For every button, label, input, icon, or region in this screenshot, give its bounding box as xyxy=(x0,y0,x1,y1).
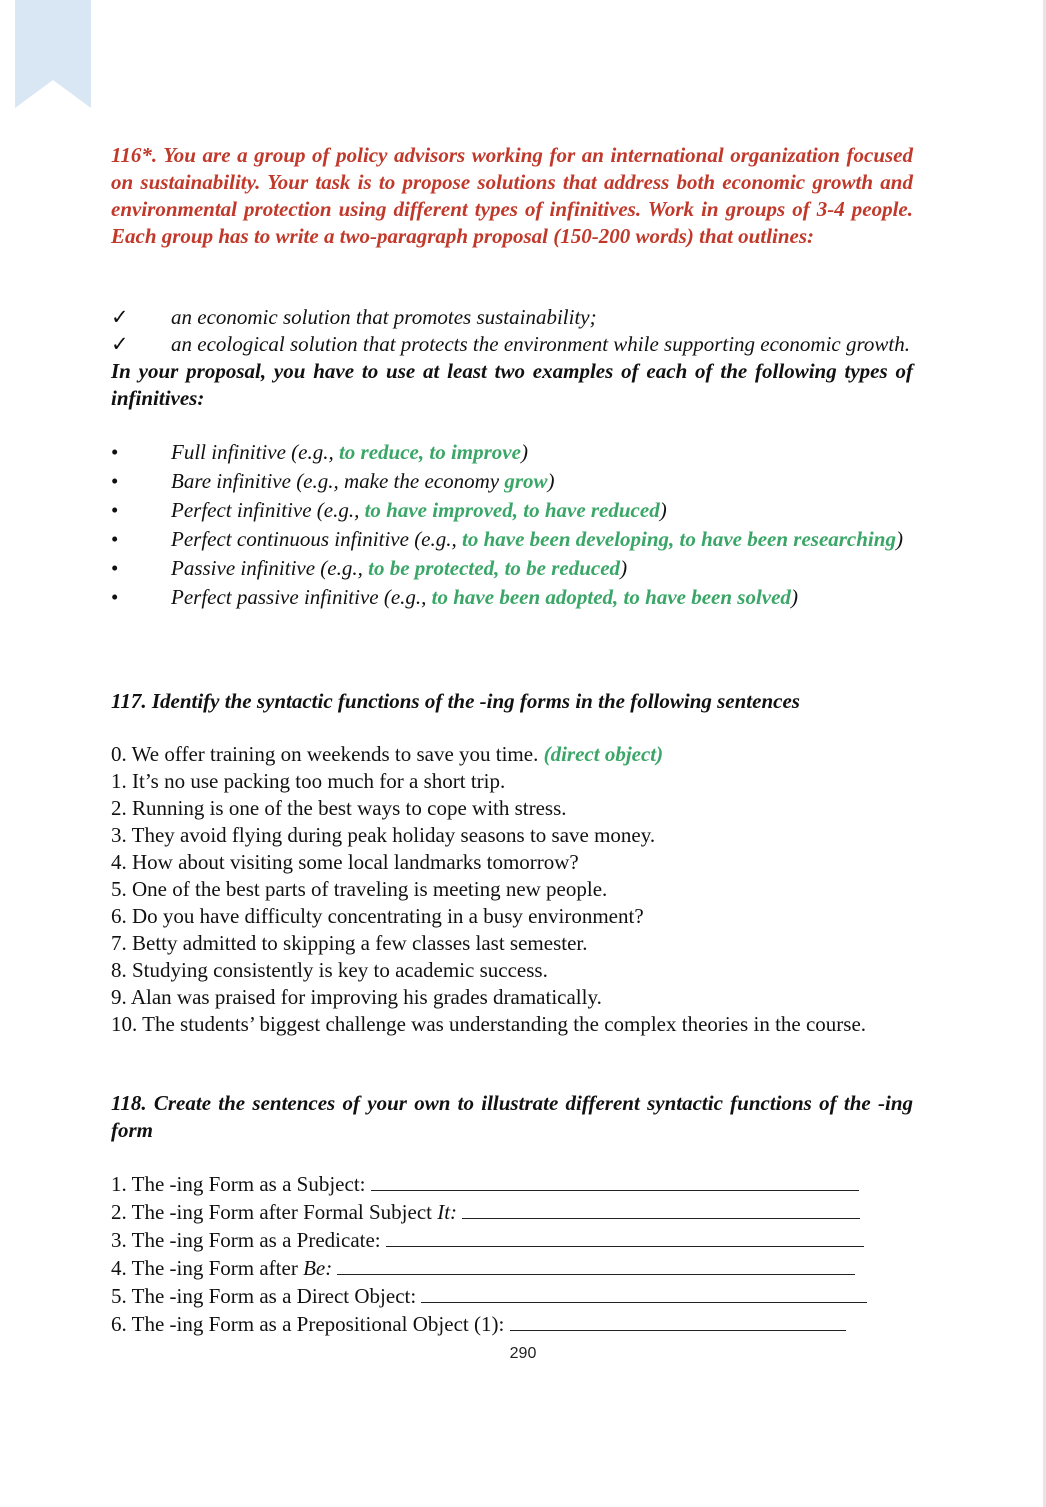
exercise-118-title: 118. Create the sentences of your own to illustrate different syntactic functions of the -ing form xyxy=(111,1091,913,1142)
infinitive-example: to be protected, to be reduced xyxy=(368,556,621,580)
exercise-117 xyxy=(111,688,913,715)
sentence-item: 9. Alan was praised for improving his grades dramatically. xyxy=(111,985,602,1009)
sentence-item: 2. Running is one of the best ways to cope with stress. xyxy=(111,796,567,820)
bullet-icon: • xyxy=(111,585,119,609)
infinitive-example: to have been adopted, to have been solved xyxy=(431,585,791,609)
check-item xyxy=(111,331,913,358)
exercise-116-instruction: In your proposal, you have to use at least two examples of each of the following types of infinitives: xyxy=(111,359,913,410)
exercise-116-checklist xyxy=(111,304,913,412)
sentence-item: 10. The students’ biggest challenge was understanding the complex theories in the course. xyxy=(111,1012,867,1036)
infinitive-item: • Perfect continuous infinitive (e.g., to have been developing, to have been researching) xyxy=(111,527,903,551)
prompt-item: 2. The -ing Form after Formal Subject It: xyxy=(111,1198,911,1226)
prompt-item: 4. The -ing Form after Be: xyxy=(111,1254,911,1282)
infinitive-example: grow xyxy=(504,469,548,493)
bullet-icon: • xyxy=(111,556,119,580)
page-number: 290 xyxy=(509,1345,537,1362)
prompt-item: 1. The -ing Form as a Subject: xyxy=(111,1170,911,1198)
checkmark-icon: ✓ xyxy=(111,332,129,356)
bookmark-ribbon xyxy=(15,0,91,108)
prompt-item: 3. The -ing Form as a Predicate: xyxy=(111,1226,911,1254)
infinitive-item: • Perfect infinitive (e.g., to have improved, to have reduced) xyxy=(111,498,667,522)
example-sentence: 0. We offer training on weekends to save you time. (direct object) xyxy=(111,742,664,766)
infinitive-item: • Perfect passive infinitive (e.g., to have been adopted, to have been solved) xyxy=(111,585,798,609)
answer-line[interactable] xyxy=(371,1170,859,1191)
sentence-item: 8. Studying consistently is key to academic success. xyxy=(111,958,548,982)
exercise-116-title: 116*. You are a group of policy advisors working for an international organization focused on sustainability. Your task is to propose solutions that address both economic growth and environmental protection using different types of infinitives. Work in groups of 3-4 people. Each group has to write a two-paragraph proposal (150-200 words) that outlines: xyxy=(111,143,913,248)
bullet-icon: • xyxy=(111,440,119,464)
infinitive-item: • Passive infinitive (e.g., to be protected, to be reduced) xyxy=(111,556,628,580)
exercise-117-title: 117. Identify the syntactic functions of the -ing forms in the following sentences xyxy=(111,689,800,713)
sentence-item: 3. They avoid flying during peak holiday seasons to save money. xyxy=(111,823,656,847)
infinitive-example: to have improved, to have reduced xyxy=(364,498,660,522)
prompt-item: 6. The -ing Form as a Prepositional Object (1): xyxy=(111,1310,911,1338)
bullet-icon: • xyxy=(111,527,119,551)
exercise-117-sentences xyxy=(111,741,913,1038)
bullet-icon: • xyxy=(111,469,119,493)
answer-line[interactable] xyxy=(386,1226,864,1247)
answer-line[interactable] xyxy=(510,1310,846,1331)
example-answer: (direct object) xyxy=(543,742,664,766)
sentence-item: 4. How about visiting some local landmarks tomorrow? xyxy=(111,850,579,874)
sentence-item: 6. Do you have difficulty concentrating in a busy environment? xyxy=(111,904,644,928)
exercise-118-prompts xyxy=(111,1170,911,1338)
answer-line[interactable] xyxy=(421,1282,867,1303)
infinitive-item: • Bare infinitive (e.g., make the economy grow) xyxy=(111,469,555,493)
infinitive-example: to reduce, to improve xyxy=(338,440,521,464)
exercise-116 xyxy=(111,142,913,250)
bullet-icon: • xyxy=(111,498,119,522)
sentence-item: 1. It’s no use packing too much for a short trip. xyxy=(111,769,506,793)
infinitive-item: • Full infinitive (e.g., to reduce, to improve) xyxy=(111,440,528,464)
sentence-item: 7. Betty admitted to skipping a few classes last semester. xyxy=(111,931,588,955)
prompt-item: 5. The -ing Form as a Direct Object: xyxy=(111,1282,911,1310)
exercise-118 xyxy=(111,1090,913,1144)
check-item-text: an economic solution that promotes sustainability; xyxy=(171,305,597,329)
check-item-text: an ecological solution that protects the environment while supporting economic growth. xyxy=(171,332,910,356)
checkmark-icon: ✓ xyxy=(111,305,129,329)
answer-line[interactable] xyxy=(337,1254,855,1275)
answer-line[interactable] xyxy=(462,1198,860,1219)
infinitive-list xyxy=(111,439,913,611)
check-item xyxy=(111,304,913,331)
infinitive-example: to have been developing, to have been researching xyxy=(462,527,896,551)
sentence-item: 5. One of the best parts of traveling is meeting new people. xyxy=(111,877,608,901)
